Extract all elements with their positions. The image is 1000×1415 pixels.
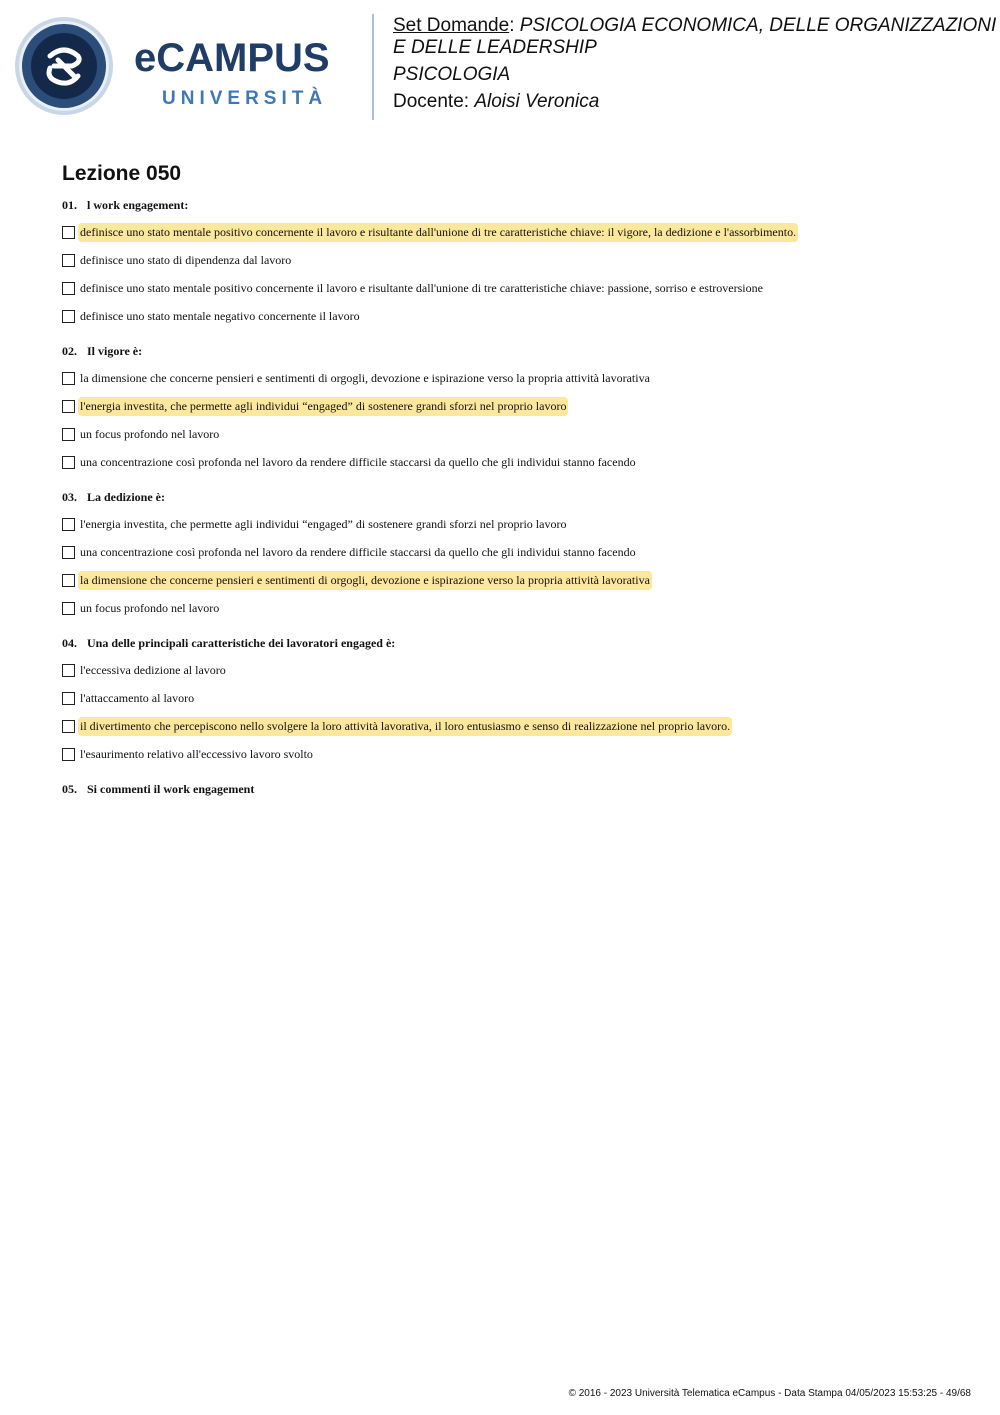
answer-option[interactable]: [62, 740, 962, 768]
answer-checkbox[interactable]: [62, 428, 75, 441]
question-heading: [62, 343, 962, 359]
question-number: 05.: [62, 782, 77, 796]
lesson-title: Lezione 050: [62, 162, 182, 185]
answer-checkbox[interactable]: [62, 692, 75, 705]
answer-checkbox[interactable]: [62, 282, 75, 295]
answer-option[interactable]: [62, 302, 962, 330]
question-text: Si commenti il work engagement: [87, 782, 255, 796]
answer-text: definisce uno stato di dipendenza dal lavoro: [80, 252, 292, 267]
question-text: Il vigore è:: [87, 344, 143, 358]
answer-text: la dimensione che concerne pensieri e sentimenti di orgogli, devozione e ispirazione verso la propria attività lavorativa: [80, 370, 650, 385]
answer-option[interactable]: [62, 448, 962, 476]
answer-checkbox[interactable]: [62, 518, 75, 531]
answer-option[interactable]: [62, 538, 962, 566]
answer-checkbox[interactable]: [62, 664, 75, 677]
set-domande-line: [393, 15, 996, 37]
question-heading: [62, 489, 962, 505]
question-number: 03.: [62, 490, 77, 504]
answer-option[interactable]: [62, 246, 962, 274]
answer-text: una concentrazione così profonda nel lavoro da rendere difficile staccarsi da quello che gli individui stanno facendo: [80, 544, 636, 559]
question-list: [62, 197, 962, 810]
set-domande-label: Set Domande: [393, 15, 510, 36]
question-number: 02.: [62, 344, 77, 358]
question-heading: [62, 635, 962, 651]
question: [62, 197, 962, 330]
answer-option[interactable]: [62, 566, 962, 594]
answer-checkbox[interactable]: [62, 226, 75, 239]
question: [62, 343, 962, 476]
answer-option[interactable]: [62, 684, 962, 712]
answer-text-highlighted: l'energia investita, che permette agli individui “engaged” di sostenere grandi sforzi nel proprio lavoro: [78, 397, 568, 416]
answer-option[interactable]: [62, 656, 962, 684]
answer-text-highlighted: il divertimento che percepiscono nello svolgere la loro attività lavorativa, il loro entusiasmo e senso di realizzazione nel proprio lavoro.: [78, 717, 732, 736]
answer-text: l'eccessiva dedizione al lavoro: [80, 662, 226, 677]
answer-checkbox[interactable]: [62, 400, 75, 413]
answer-checkbox[interactable]: [62, 748, 75, 761]
answer-option[interactable]: [62, 420, 962, 448]
question-number: 04.: [62, 636, 77, 650]
teacher-line: [393, 91, 599, 113]
answer-text: definisce uno stato mentale negativo concernente il lavoro: [80, 308, 360, 323]
answer-option[interactable]: [62, 364, 962, 392]
question-heading: [62, 197, 962, 213]
answer-checkbox[interactable]: [62, 254, 75, 267]
course-title-line2: E DELLE LEADERSHIP: [393, 37, 597, 58]
answer-text-highlighted: definisce uno stato mentale positivo concernente il lavoro e risultante dall'unione di tre caratteristiche chiave: il vigore, la dedizione e l'assorbimento.: [78, 223, 798, 242]
program-name: PSICOLOGIA: [393, 64, 511, 85]
question-text: l work engagement:: [87, 198, 189, 212]
answer-option[interactable]: [62, 594, 962, 622]
answer-checkbox[interactable]: [62, 456, 75, 469]
answer-checkbox[interactable]: [62, 372, 75, 385]
question: [62, 635, 962, 768]
answer-text: un focus profondo nel lavoro: [80, 426, 220, 441]
answer-text: l'energia investita, che permette agli individui “engaged” di sostenere grandi sforzi nel proprio lavoro: [80, 516, 567, 531]
answer-option[interactable]: [62, 218, 962, 246]
answer-text-highlighted: la dimensione che concerne pensieri e sentimenti di orgogli, devozione e ispirazione verso la propria attività lavorativa: [78, 571, 652, 590]
question-heading: [62, 781, 962, 797]
header-divider: [372, 14, 374, 120]
answer-checkbox[interactable]: [62, 546, 75, 559]
answer-text: un focus profondo nel lavoro: [80, 600, 220, 615]
question: [62, 781, 962, 797]
answer-checkbox[interactable]: [62, 310, 75, 323]
page-footer: © 2016 - 2023 Università Telematica eCampus - Data Stampa 04/05/2023 15:53:25 - 49/68: [568, 1388, 971, 1399]
question-text: La dedizione è:: [87, 490, 165, 504]
question-number: 01.: [62, 198, 77, 212]
brand-name: eCAMPUS: [134, 36, 330, 80]
answer-option[interactable]: [62, 712, 962, 740]
answer-text: l'esaurimento relativo all'eccessivo lavoro svolto: [80, 746, 313, 761]
answer-text: l'attaccamento al lavoro: [80, 690, 195, 705]
set-domande-colon: :: [509, 15, 515, 36]
answer-option[interactable]: [62, 274, 962, 302]
answer-checkbox[interactable]: [62, 602, 75, 615]
question-text: Una delle principali caratteristiche dei lavoratori engaged è:: [87, 636, 396, 650]
teacher-label: Docente:: [393, 91, 470, 112]
answer-text: definisce uno stato mentale positivo concernente il lavoro e risultante dall'unione di tre caratteristiche chiave: passione, sorriso e estroversione: [80, 280, 763, 295]
question: [62, 489, 962, 622]
answer-option[interactable]: [62, 392, 962, 420]
answer-option[interactable]: [62, 510, 962, 538]
ecampus-logo: [14, 16, 359, 116]
course-title: PSICOLOGIA ECONOMICA, DELLE ORGANIZZAZIONI: [519, 15, 997, 36]
brand-subtitle: UNIVERSITÀ: [162, 88, 328, 109]
answer-text: una concentrazione così profonda nel lavoro da rendere difficile staccarsi da quello che gli individui stanno facendo: [80, 454, 636, 469]
teacher-name: Aloisi Veronica: [474, 91, 600, 112]
answer-checkbox[interactable]: [62, 574, 75, 587]
ecampus-seal-icon: [14, 16, 114, 116]
answer-checkbox[interactable]: [62, 720, 75, 733]
